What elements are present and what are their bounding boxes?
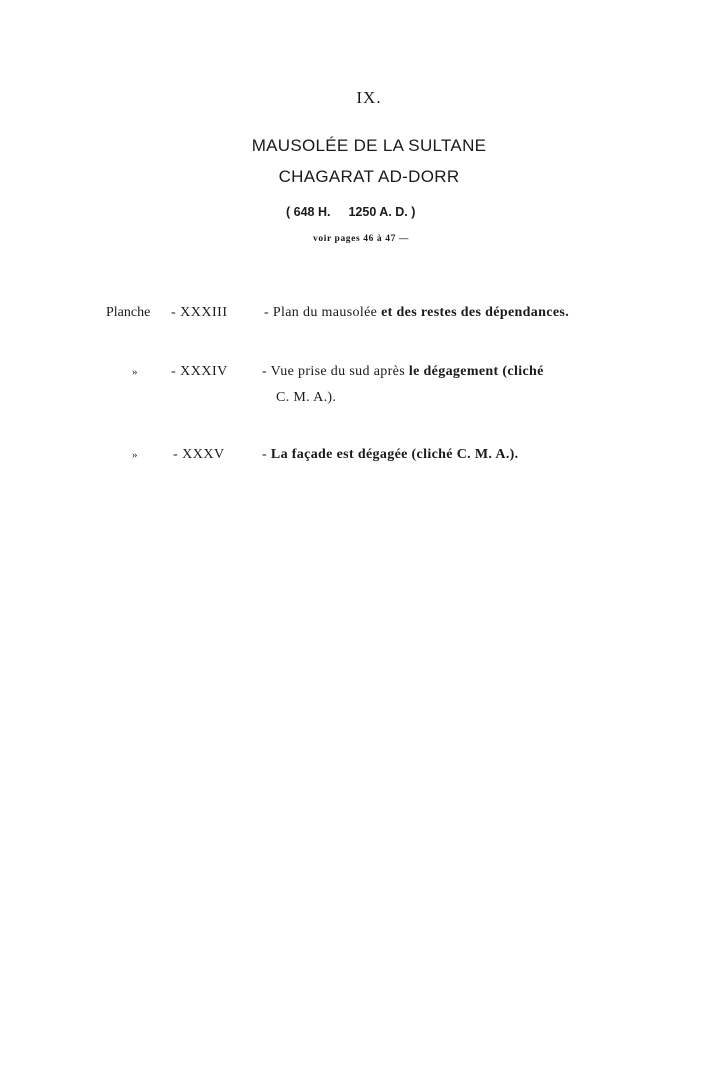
plate-description-plain: - Plan du mausolée	[264, 305, 378, 320]
plate-description-plain: - Vue prise du sud après	[262, 364, 405, 379]
plate-description-bold: le dégagement (cliché	[408, 364, 544, 379]
title-line-2: CHAGARAT AD-DORR	[278, 167, 460, 186]
plate-description-bold: La façade est dégagée (cliché C. M. A.).	[270, 447, 519, 462]
plate-label: Planche	[106, 305, 151, 320]
plate-label: »	[132, 449, 138, 461]
plate-numeral: - XXXIII	[171, 305, 228, 320]
date-hijri: ( 648 H.	[286, 205, 331, 219]
plate-description	[264, 305, 569, 321]
plate-numeral: - XXXV	[173, 447, 225, 462]
section-number: IX.	[356, 88, 382, 107]
plate-numeral: - XXXIV	[171, 364, 228, 379]
dates-line	[286, 205, 415, 219]
plate-description-bold: et des restes des dépendances.	[381, 305, 570, 320]
plate-description	[262, 364, 544, 380]
title-line-1: MAUSOLÉE DE LA SULTANE	[251, 136, 487, 155]
plate-description-line-2: C. M. A.).	[276, 390, 337, 405]
date-ad: 1250 A. D. )	[348, 205, 416, 219]
plate-label: »	[132, 366, 138, 378]
plate-description	[262, 447, 519, 463]
page-reference: voir pages 46 à 47 —	[313, 234, 410, 244]
plate-description-plain: -	[262, 447, 268, 462]
